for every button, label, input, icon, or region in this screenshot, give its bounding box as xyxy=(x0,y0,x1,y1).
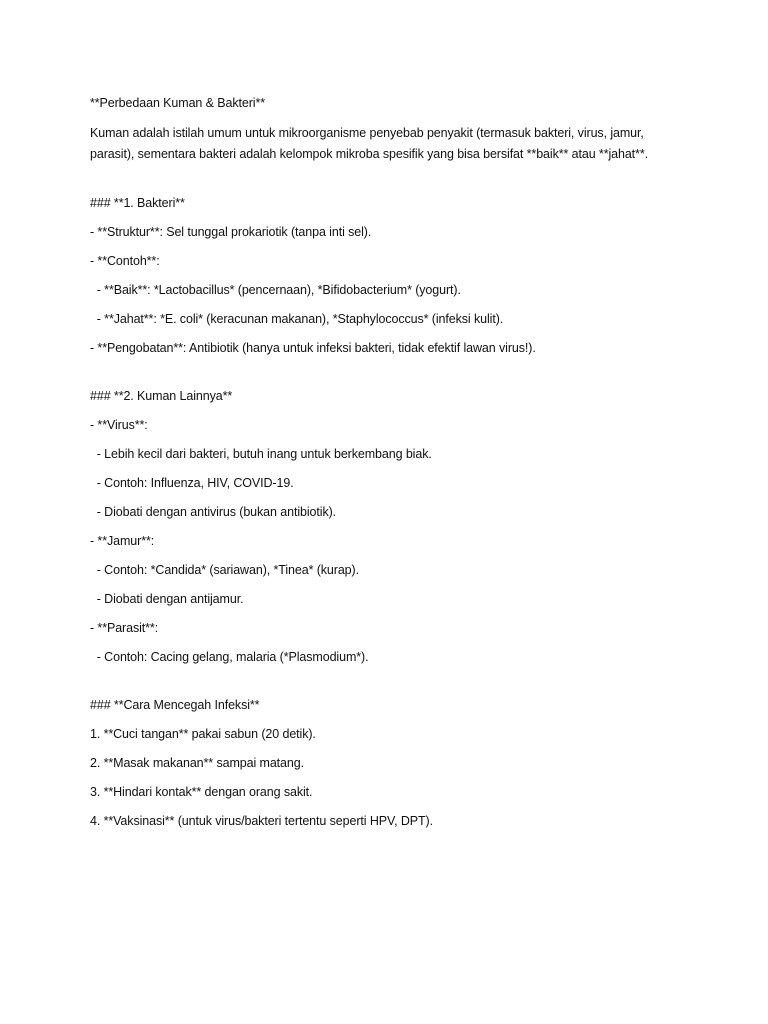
list-item: - **Jahat**: *E. coli* (keracunan makanan), *Staphylococcus* (infeksi kulit). xyxy=(90,312,504,326)
list-item: 4. **Vaksinasi** (untuk virus/bakteri tertentu seperti HPV, DPT). xyxy=(90,814,433,828)
section-heading-kuman-lainnya: ### **2. Kuman Lainnya** xyxy=(90,389,233,403)
section-heading-bakteri: ### **1. Bakteri** xyxy=(90,196,185,210)
section-heading-cara-mencegah: ### **Cara Mencegah Infeksi** xyxy=(90,698,260,712)
list-item: - Contoh: Influenza, HIV, COVID-19. xyxy=(90,476,294,490)
list-item: - **Baik**: *Lactobacillus* (pencernaan), *Bifidobacterium* (yogurt). xyxy=(90,283,461,297)
list-item: - **Pengobatan**: Antibiotik (hanya untuk infeksi bakteri, tidak efektif lawan virus!). xyxy=(90,341,536,355)
list-item: - Diobati dengan antijamur. xyxy=(90,592,244,606)
document-title: **Perbedaan Kuman & Bakteri** xyxy=(90,96,265,110)
list-item: 2. **Masak makanan** sampai matang. xyxy=(90,756,304,770)
list-item: - Diobati dengan antivirus (bukan antibiotik). xyxy=(90,505,337,519)
list-item: - **Contoh**: xyxy=(90,254,160,268)
document-body xyxy=(90,94,690,841)
list-item: - **Jamur**: xyxy=(90,534,155,548)
list-item: 1. **Cuci tangan** pakai sabun (20 detik). xyxy=(90,727,316,741)
intro-paragraph: Kuman adalah istilah umum untuk mikroorganisme penyebab penyakit (termasuk bakteri, virus, jamur, parasit), sementara bakteri adalah kelompok mikroba spesifik yang bisa bersifat **baik** atau **jahat**. xyxy=(90,126,648,161)
list-item: - **Parasit**: xyxy=(90,621,159,635)
list-item: 3. **Hindari kontak** dengan orang sakit. xyxy=(90,785,313,799)
list-item: - Lebih kecil dari bakteri, butuh inang untuk berkembang biak. xyxy=(90,447,432,461)
list-item: - Contoh: *Candida* (sariawan), *Tinea* (kurap). xyxy=(90,563,359,577)
list-item: - **Struktur**: Sel tunggal prokariotik (tanpa inti sel). xyxy=(90,225,372,239)
list-item: - **Virus**: xyxy=(90,418,148,432)
list-item: - Contoh: Cacing gelang, malaria (*Plasmodium*). xyxy=(90,650,369,664)
